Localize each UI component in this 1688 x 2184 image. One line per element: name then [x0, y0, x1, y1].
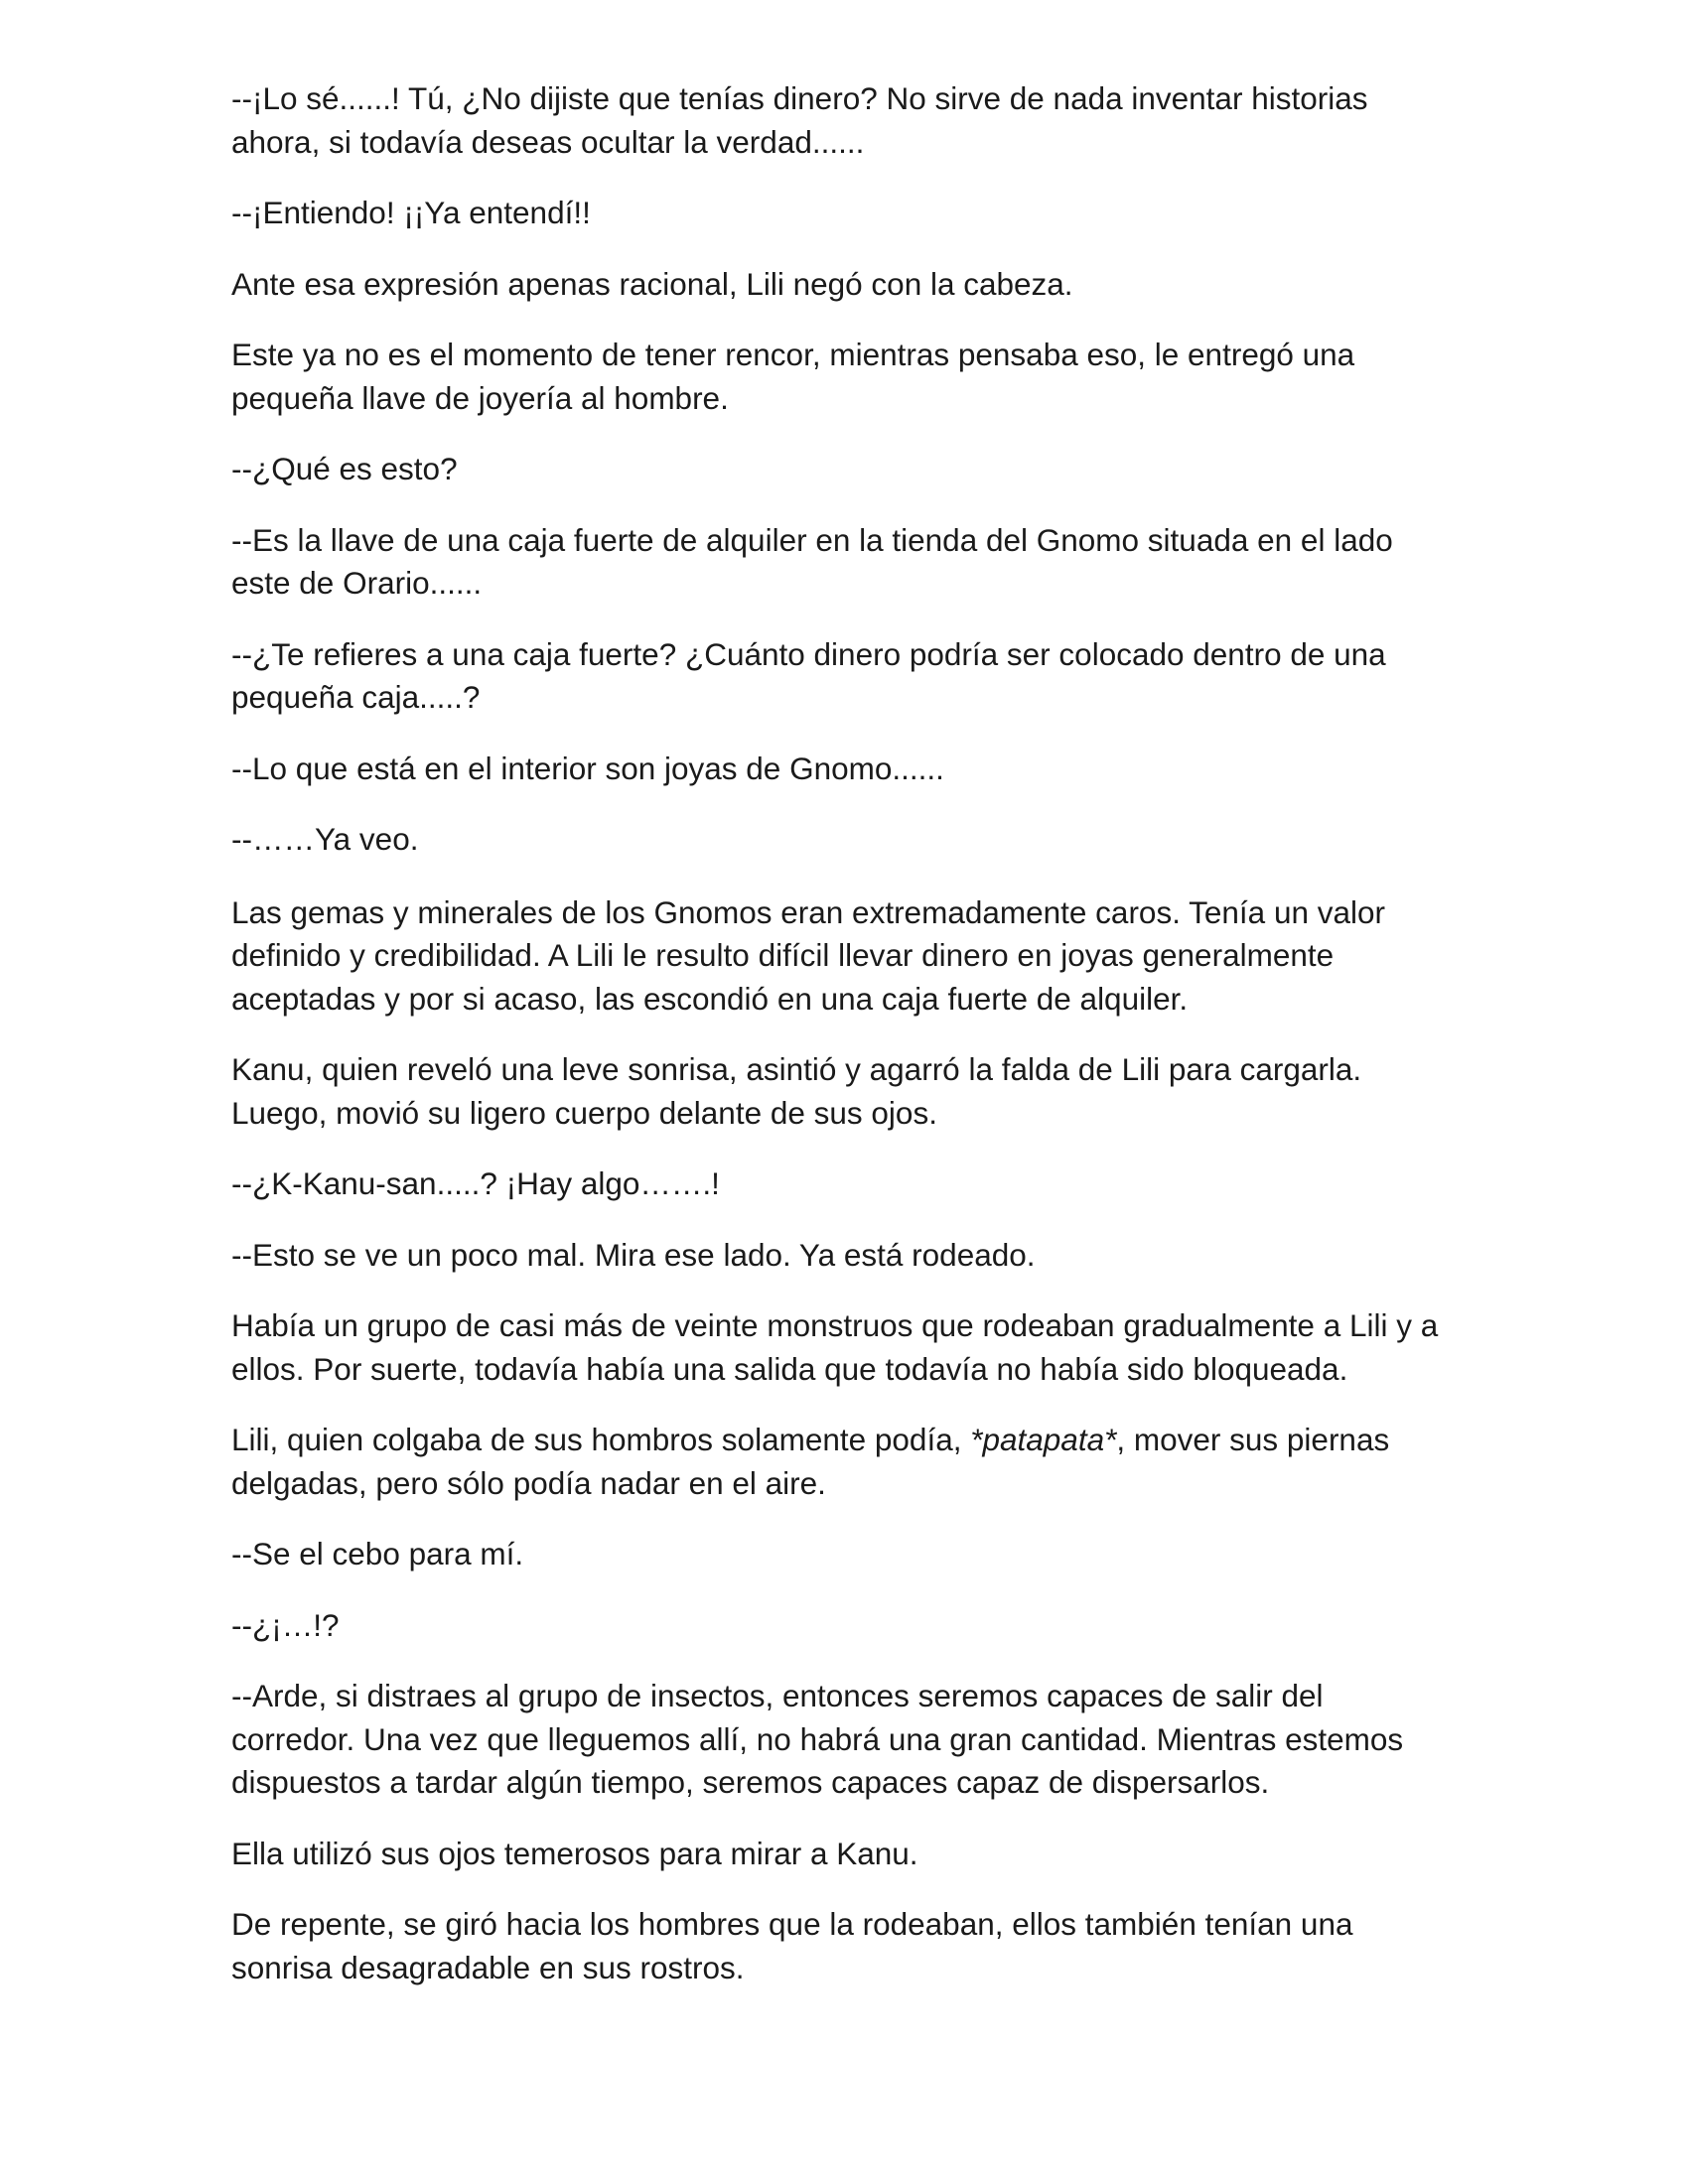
paragraph-text: , mover sus piernas delgadas, pero sólo podía nadar en el aire. — [231, 1422, 1390, 1501]
paragraph: De repente, se giró hacia los hombres que la rodeaban, ellos también tenían una sonrisa desagradable en sus rostros. — [231, 1906, 1353, 1985]
paragraph: --¿¡…!? — [231, 1606, 340, 1643]
italic-onomatopoeia: *patapata* — [970, 1422, 1117, 1457]
paragraph: --¡Lo sé......! Tú, ¿No dijiste que tenías dinero? No sirve de nada inventar historias ahora, si todavía deseas ocultar la verdad...... — [231, 80, 1368, 160]
paragraph: --Es la llave de una caja fuerte de alquiler en la tienda del Gnomo situada en el lado este de Orario...... — [231, 521, 1393, 601]
paragraph: --Se el cebo para mí. — [231, 1536, 524, 1571]
paragraph: --¿Te refieres a una caja fuerte? ¿Cuánto dinero podría ser colocado dentro de una pequeña caja.....? — [231, 635, 1386, 715]
paragraph: --¿K-Kanu-san.....? ¡Hay algo…….! — [231, 1165, 720, 1201]
paragraph: --¡Entiendo! ¡¡Ya entendí!! — [231, 195, 591, 230]
paragraph: --……Ya veo. — [231, 821, 419, 857]
paragraph: Kanu, quien reveló una leve sonrisa, asintió y agarró la falda de Lili para cargarla. Luego, movió su ligero cuerpo delante de sus ojos. — [231, 1051, 1362, 1131]
paragraph-text: Lili, quien colgaba de sus hombros solamente podía, — [231, 1422, 971, 1457]
paragraph: Ella utilizó sus ojos temerosos para mirar a Kanu. — [231, 1835, 918, 1871]
paragraph: --Esto se ve un poco mal. Mira ese lado. Ya está rodeado. — [231, 1236, 1036, 1273]
paragraph: Las gemas y minerales de los Gnomos eran extremadamente caros. Tenía un valor definido y credibilidad. A Lili le resulto difícil llevar dinero en joyas generalmente aceptadas y por si acaso, las escondió en una caja fuerte de alquiler. — [231, 893, 1386, 1017]
paragraph: --Arde, si distraes al grupo de insectos, entonces seremos capaces de salir del corredor. Una vez que lleguemos allí, no habrá una gran cantidad. Mientras estemos dispuestos a tardar algún tiempo, seremos capaces capaz de dispersarlos. — [231, 1678, 1404, 1800]
paragraph: --Lo que está en el interior son joyas de Gnomo...... — [231, 750, 944, 786]
paragraph: --¿Qué es esto? — [231, 451, 458, 486]
paragraph-patapata — [231, 1419, 1453, 1505]
paragraph: Este ya no es el momento de tener rencor, mientras pensaba eso, le entregó una pequeña llave de joyería al hombre. — [231, 337, 1355, 416]
document-page — [231, 77, 1453, 2017]
paragraph: Había un grupo de casi más de veinte monstruos que rodeaban gradualmente a Lili y a ellos. Por suerte, todavía había una salida que todavía no había sido bloqueada. — [231, 1307, 1439, 1387]
paragraph: Ante esa expresión apenas racional, Lili negó con la cabeza. — [231, 265, 1073, 302]
